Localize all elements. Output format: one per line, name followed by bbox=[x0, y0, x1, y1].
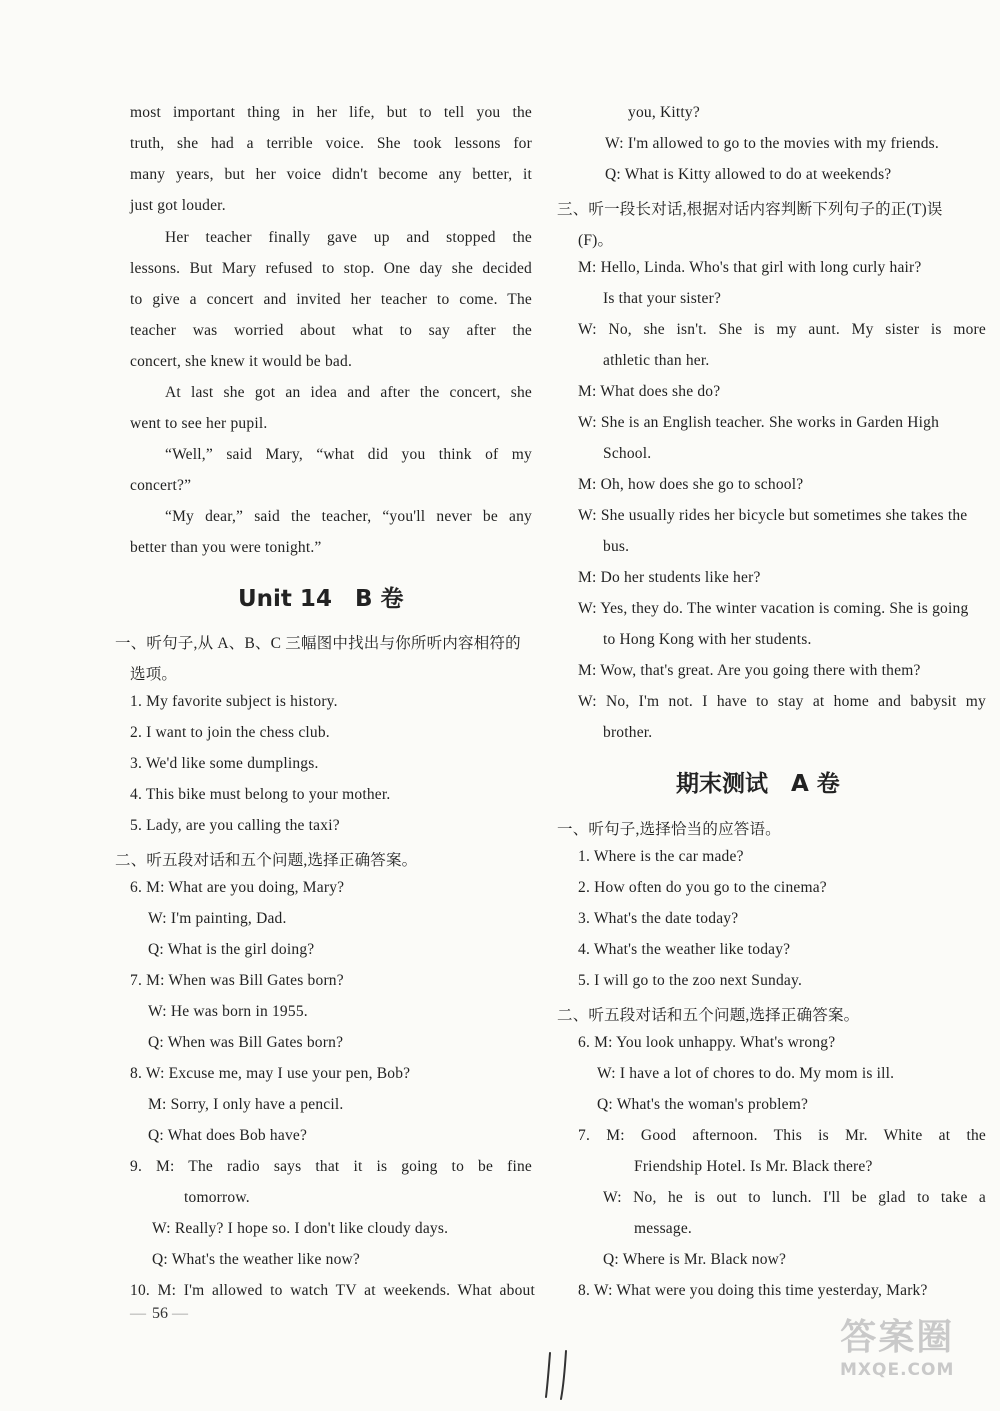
part-instruction: 选项。 bbox=[130, 666, 178, 683]
dialogue-line: athletic than her. bbox=[603, 352, 710, 369]
dialogue-line: M: Oh, how does she go to school? bbox=[578, 476, 804, 493]
story-line: “My dear,” said the teacher, “you'll never be any bbox=[165, 508, 532, 525]
question-item: 3. We'd like some dumplings. bbox=[130, 755, 319, 772]
dialogue-line: Q: What is the girl doing? bbox=[148, 941, 315, 958]
watermark-url: MXQE.COM bbox=[840, 1360, 955, 1380]
dialogue-line: message. bbox=[634, 1220, 692, 1237]
watermark bbox=[840, 1316, 954, 1380]
dialogue-line: 9. M: The radio says that it is going to be fine bbox=[130, 1158, 532, 1175]
question-item: 2. I want to join the chess club. bbox=[130, 724, 330, 741]
page-number: — 56 — bbox=[130, 1305, 190, 1322]
question-item: 3. What's the date today? bbox=[578, 910, 739, 927]
dialogue-line: M: What does she do? bbox=[578, 383, 721, 400]
story-line: concert?” bbox=[130, 477, 192, 494]
part-instruction: 一、听句子,从 A、B、C 三幅图中找出与你所听内容相符的 bbox=[115, 635, 521, 652]
story-line: better than you were tonight.” bbox=[130, 539, 322, 556]
dialogue-line: W: He was born in 1955. bbox=[148, 1003, 308, 1020]
dialogue-line: W: I have a lot of chores to do. My mom is ill. bbox=[597, 1065, 895, 1082]
question-item: 4. What's the weather like today? bbox=[578, 941, 791, 958]
section-heading-final-test: 期末测试 A 卷 bbox=[676, 771, 840, 797]
story-line: Her teacher finally gave up and stopped the bbox=[165, 229, 532, 246]
part-instruction: 二、听五段对话和五个问题,选择正确答案。 bbox=[557, 1007, 860, 1024]
dialogue-line: Q: When was Bill Gates born? bbox=[148, 1034, 344, 1051]
section-heading-unit14: Unit 14 B 卷 bbox=[238, 586, 404, 612]
dialogue-line: Q: What's the weather like now? bbox=[152, 1251, 360, 1268]
story-line: teacher was worried about what to say after the bbox=[130, 322, 532, 339]
dialogue-line: W: No, I'm not. I have to stay at home and babysit my bbox=[578, 693, 986, 710]
dialogue-line: Is that your sister? bbox=[603, 290, 722, 307]
dialogue-line: W: No, he is out to lunch. I'll be glad to take a bbox=[603, 1189, 986, 1206]
dialogue-line: 6. M: You look unhappy. What's wrong? bbox=[578, 1034, 836, 1051]
dialogue-line: M: Do her students like her? bbox=[578, 569, 761, 586]
question-item: 5. Lady, are you calling the taxi? bbox=[130, 817, 340, 834]
dialogue-line: brother. bbox=[603, 724, 653, 741]
watermark-logo: 答案圈 bbox=[840, 1317, 955, 1358]
question-item: 1. Where is the car made? bbox=[578, 848, 744, 865]
dialogue-line: Q: What's the woman's problem? bbox=[597, 1096, 809, 1113]
dialogue-line: School. bbox=[603, 445, 652, 462]
part-instruction: 二、听五段对话和五个问题,选择正确答案。 bbox=[115, 852, 418, 869]
story-line: lessons. But Mary refused to stop. One day she decided bbox=[130, 260, 532, 277]
dialogue-line: M: Sorry, I only have a pencil. bbox=[148, 1096, 344, 1113]
part-instruction: 一、听句子,选择恰当的应答语。 bbox=[557, 821, 781, 838]
dialogue-line: 7. M: When was Bill Gates born? bbox=[130, 972, 344, 989]
dialogue-line: Q: Where is Mr. Black now? bbox=[603, 1251, 787, 1268]
dialogue-line: W: No, she isn't. She is my aunt. My sister is more bbox=[578, 321, 986, 338]
dialogue-line: W: Yes, they do. The winter vacation is coming. She is going bbox=[578, 600, 969, 617]
dialogue-line: to Hong Kong with her students. bbox=[603, 631, 812, 648]
question-item: 1. My favorite subject is history. bbox=[130, 693, 338, 710]
dialogue-line: Q: What does Bob have? bbox=[148, 1127, 308, 1144]
dialogue-line: W: She is an English teacher. She works in Garden High bbox=[578, 414, 940, 431]
dialogue-line: bus. bbox=[603, 538, 630, 555]
dialogue-line: 7. M: Good afternoon. This is Mr. White at the bbox=[578, 1127, 986, 1144]
story-line: truth, she had a terrible voice. She took lessons for bbox=[130, 135, 532, 152]
dialogue-line: 10. M: I'm allowed to watch TV at weekends. What about bbox=[130, 1282, 535, 1299]
dialogue-line: 6. M: What are you doing, Mary? bbox=[130, 879, 345, 896]
dialogue-line: W: She usually rides her bicycle but sometimes she takes the bbox=[578, 507, 968, 524]
story-line: “Well,” said Mary, “what did you think of my bbox=[165, 446, 532, 463]
story-line: went to see her pupil. bbox=[130, 415, 268, 432]
question-item: 5. I will go to the zoo next Sunday. bbox=[578, 972, 803, 989]
pen-scribble bbox=[540, 1345, 580, 1405]
question-item: 4. This bike must belong to your mother. bbox=[130, 786, 391, 803]
part-instruction: (F)。 bbox=[578, 232, 614, 249]
dialogue-line: M: Wow, that's great. Are you going there with them? bbox=[578, 662, 921, 679]
question-item: 2. How often do you go to the cinema? bbox=[578, 879, 827, 896]
story-line: many years, but her voice didn't become any better, it bbox=[130, 166, 532, 183]
dialogue-line: 8. W: What were you doing this time yesterday, Mark? bbox=[578, 1282, 928, 1299]
dialogue-line: Friendship Hotel. Is Mr. Black there? bbox=[634, 1158, 873, 1175]
dialogue-line: W: Really? I hope so. I don't like cloudy days. bbox=[152, 1220, 449, 1237]
story-line: concert, she knew it would be bad. bbox=[130, 353, 353, 370]
page-number-text: 56 bbox=[152, 1305, 168, 1322]
story-line: to give a concert and invited her teacher to come. The bbox=[130, 291, 532, 308]
story-line: most important thing in her life, but to tell you the bbox=[130, 104, 532, 121]
story-line: just got louder. bbox=[130, 197, 226, 214]
dialogue-line: you, Kitty? bbox=[628, 104, 700, 121]
dialogue-line: W: I'm painting, Dad. bbox=[148, 910, 287, 927]
dialogue-line: 8. W: Excuse me, may I use your pen, Bob? bbox=[130, 1065, 411, 1082]
dialogue-line: M: Hello, Linda. Who's that girl with long curly hair? bbox=[578, 259, 922, 276]
dialogue-line: W: I'm allowed to go to the movies with my friends. bbox=[605, 135, 939, 152]
dialogue-line: tomorrow. bbox=[184, 1189, 250, 1206]
story-line: At last she got an idea and after the concert, she bbox=[165, 384, 532, 401]
part-instruction: 三、听一段长对话,根据对话内容判断下列句子的正(T)误 bbox=[557, 201, 943, 218]
dialogue-line: Q: What is Kitty allowed to do at weekends? bbox=[605, 166, 892, 183]
